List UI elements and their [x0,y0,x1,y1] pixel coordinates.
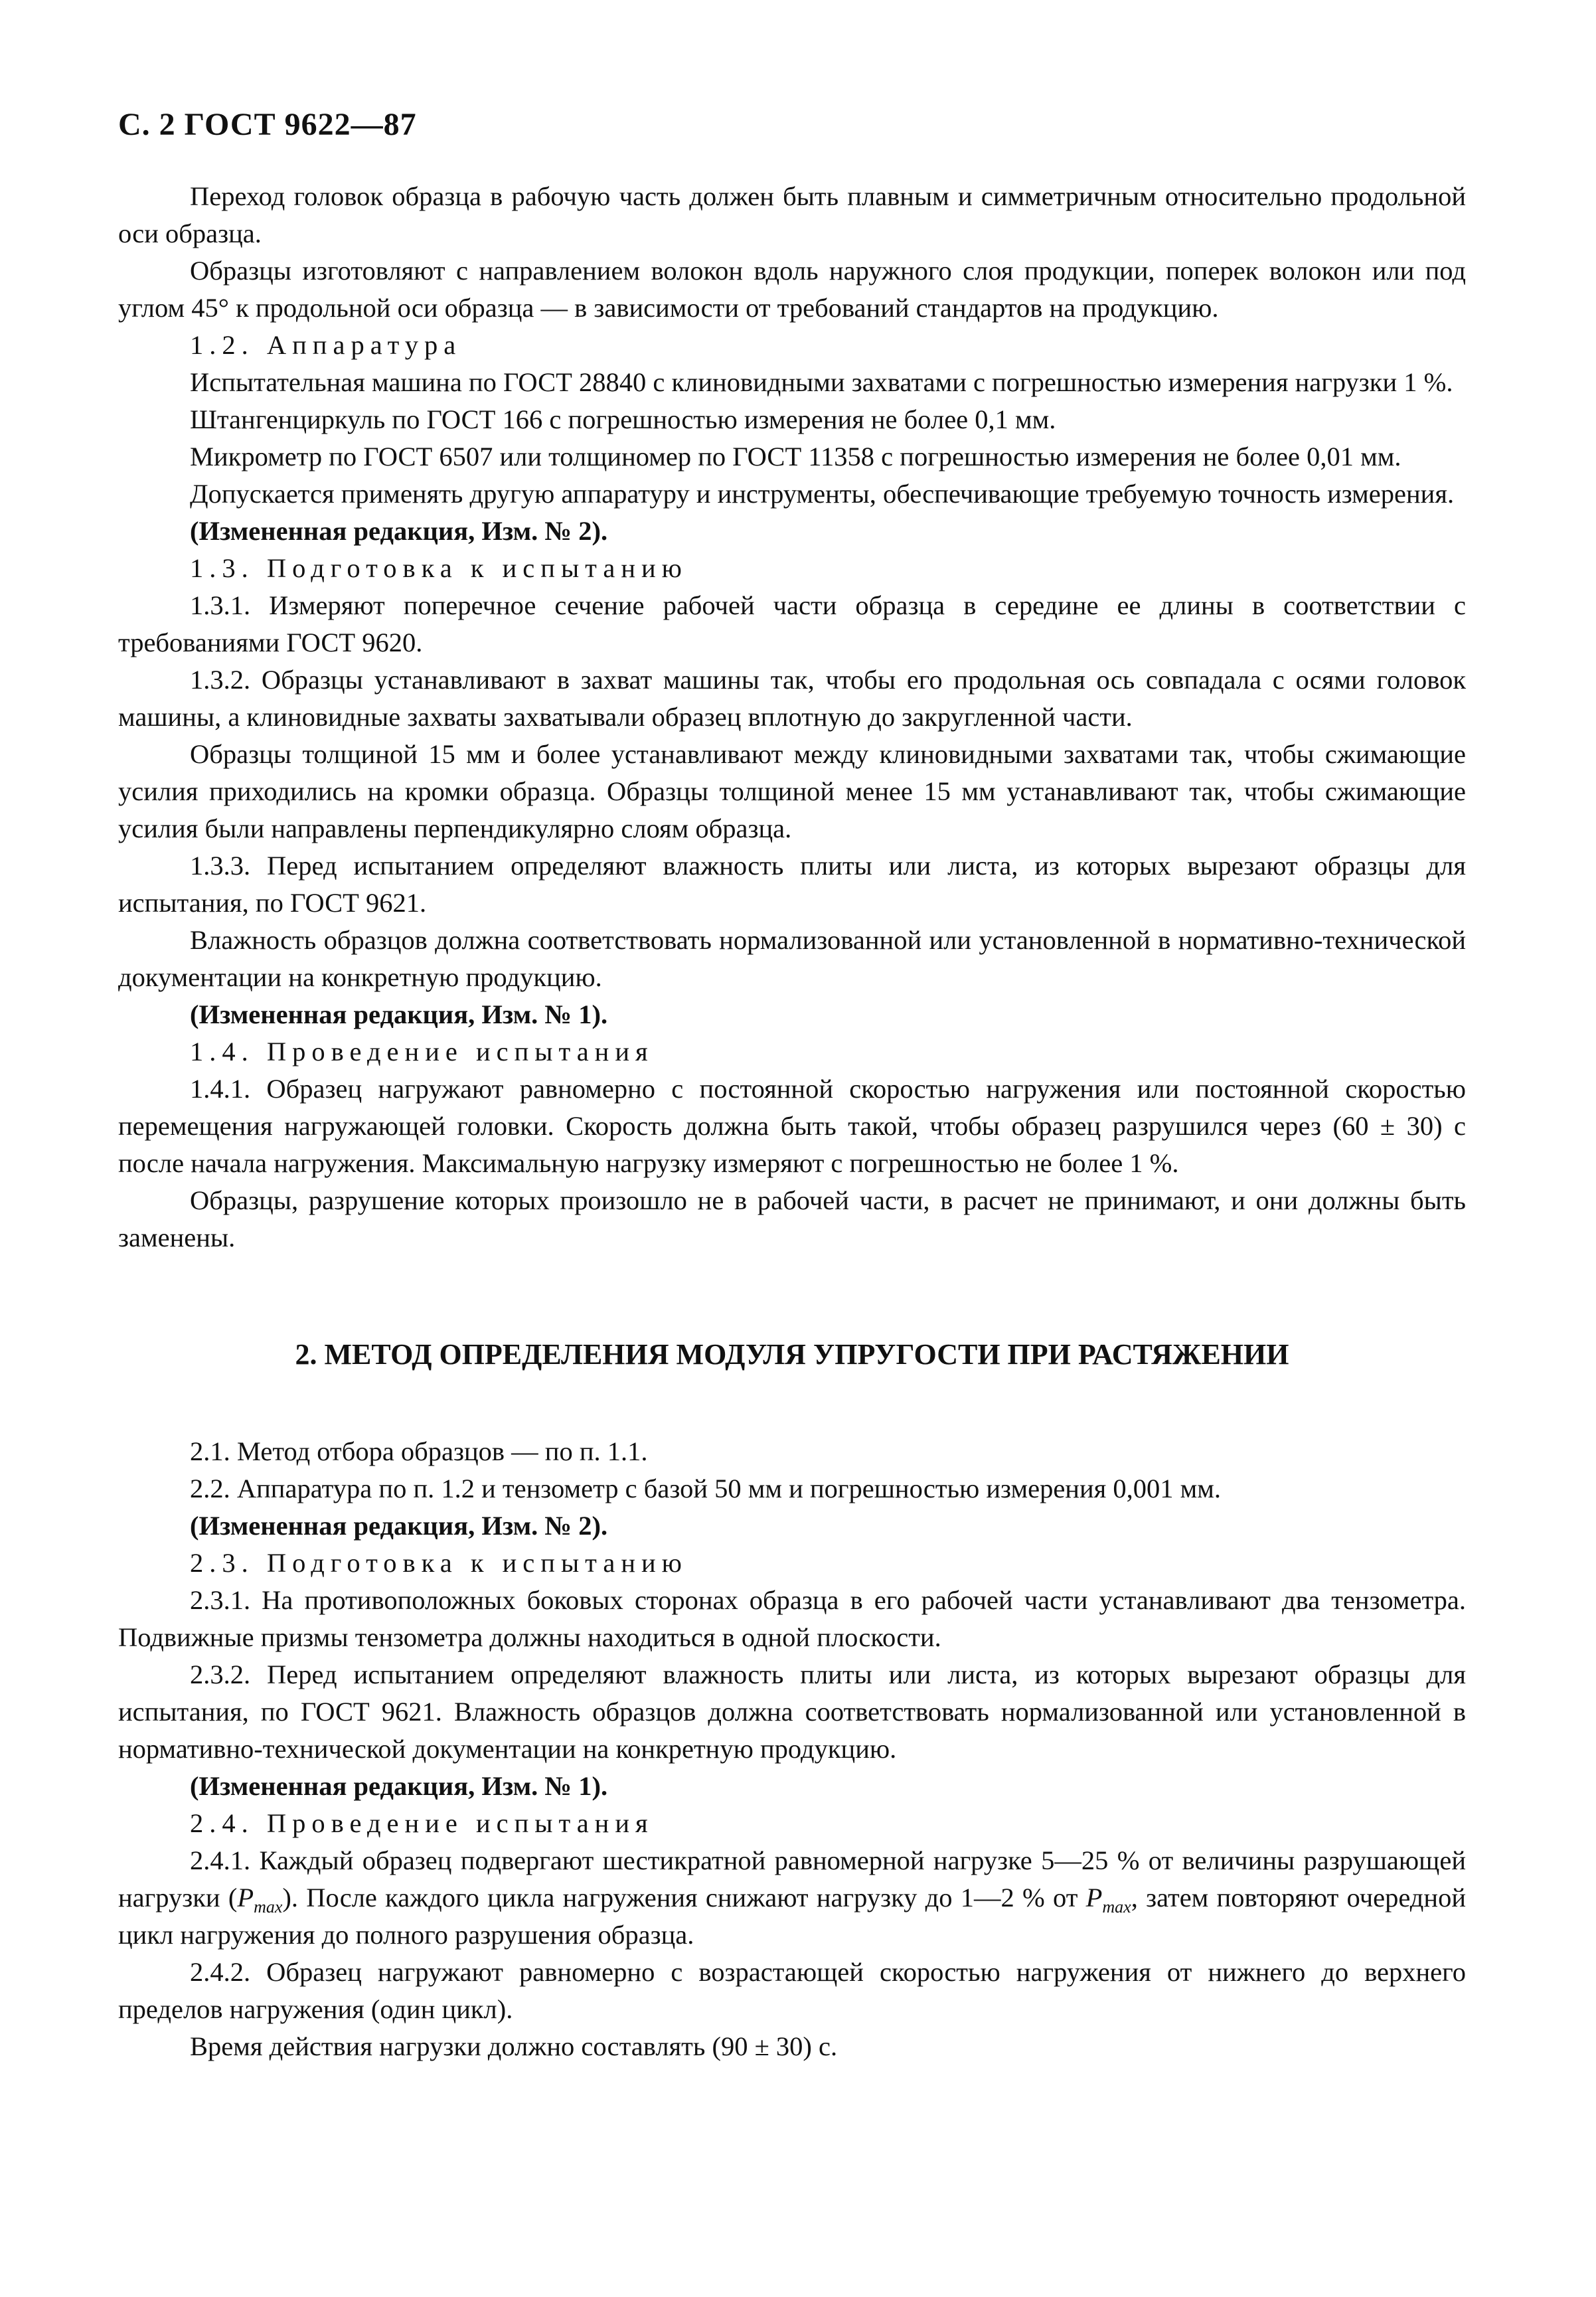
page-header: С. 2 ГОСТ 9622—87 [118,107,417,142]
paragraph: Образцы изготовляют с направлением волокон вдоль наружного слоя продукции, поперек волокон или под углом 45° к продольной оси образца — в зависимости от требований стандартов на продукцию. [118,256,1466,323]
subsection-title: 2.3. Подготовка к испытанию [190,1548,688,1578]
paragraph: 1.4.1. Образец нагружают равномерно с постоянной скоростью нагружения или постоянной скоростью перемещения нагружающей головки. Скорость должна быть такой, чтобы образец разрушился через (60 ± 30) с после начала нагружения. Максимальную нагрузку измеряют с погрешностью не более 1 %. [118,1074,1466,1178]
paragraph: 1.3.3. Перед испытанием определяют влажность плиты или листа, из которых вырезают образцы для испытания, по ГОСТ 9621. [118,851,1466,918]
subsection-title: 1.2. Аппаратура [190,330,462,360]
paragraph: Испытательная машина по ГОСТ 28840 с клиновидными захватами с погрешностью измерения нагрузки 1 %. [190,367,1453,397]
amendment-note: (Измененная редакция, Изм. № 2). [190,1511,608,1541]
paragraph-formula [118,1842,1466,1954]
paragraph: 2.2. Аппаратура по п. 1.2 и тензометр с базой 50 мм и погрешностью измерения 0,001 мм. [190,1474,1222,1503]
paragraph: 1.3.1. Измеряют поперечное сечение рабочей части образца в середине ее длины в соответствии с требованиями ГОСТ 9620. [118,590,1466,657]
paragraph: Переход головок образца в рабочую часть должен быть плавным и симметричным относительно продольной оси образца. [118,181,1466,248]
subscript-max: max [254,1897,283,1917]
paragraph: Микрометр по ГОСТ 6507 или толщиномер по ГОСТ 11358 с погрешностью измерения не более 0,01 мм. [190,442,1401,471]
paragraph: 2.3.2. Перед испытанием определяют влажность плиты или листа, из которых вырезают образцы для испытания, по ГОСТ 9621. Влажность образцов должна соответствовать нормализованной или установленной в нормативно-технической документации на конкретную продукцию. [118,1659,1466,1764]
document-body [118,178,1466,2065]
paragraph: Образцы толщиной 15 мм и более устанавливают между клиновидными захватами так, чтобы сжимающие усилия приходились на кромки образца. Образцы толщиной менее 15 мм устанавливают так, чтобы сжимающие усилия были направлены перпендикулярно слоям образца. [118,739,1466,843]
amendment-note: (Измененная редакция, Изм. № 1). [190,999,608,1029]
symbol-p: P [237,1883,254,1913]
text-run: 2.4.1. Каждый образец подвергают шестикратной равномерной нагрузке 5—25 % от величины разрушающей нагрузки ( [118,1845,1466,1913]
amendment-note: (Измененная редакция, Изм. № 1). [190,1771,608,1801]
paragraph: 2.1. Метод отбора образцов — по п. 1.1. [190,1436,648,1466]
symbol-p: P [1085,1883,1103,1913]
text-run: , затем повторяют очередной цикл нагружения до полного разрушения образца. [118,1883,1466,1950]
paragraph: 2.4.2. Образец нагружают равномерно с возрастающей скоростью нагружения от нижнего до верхнего пределов нагружения (один цикл). [118,1957,1466,2024]
text-run: ). После каждого цикла нагружения снижают нагрузку до 1—2 % от [282,1883,1086,1913]
subsection-title: 2.4. Проведение испытания [190,1808,654,1838]
subsection-title: 1.3. Подготовка к испытанию [190,553,688,583]
section-title: 2. МЕТОД ОПРЕДЕЛЕНИЯ МОДУЛЯ УПРУГОСТИ ПРИ РАСТЯЖЕНИИ [295,1338,1289,1371]
subsection-title: 1.4. Проведение испытания [190,1037,654,1066]
paragraph: 1.3.2. Образцы устанавливают в захват машины так, чтобы его продольная ось совпадала с осями головок машины, а клиновидные захваты захватывали образец вплотную до закругленной части. [118,665,1466,732]
paragraph: Штангенциркуль по ГОСТ 166 с погрешностью измерения не более 0,1 мм. [190,404,1056,434]
paragraph: Время действия нагрузки должно составлять (90 ± 30) с. [190,2031,838,2061]
amendment-note: (Измененная редакция, Изм. № 2). [190,516,608,546]
subscript-max: max [1102,1897,1131,1917]
paragraph: 2.3.1. На противоположных боковых сторонах образца в его рабочей части устанавливают два тензометра. Подвижные призмы тензометра должны находиться в одной плоскости. [118,1585,1466,1652]
paragraph: Допускается применять другую аппаратуру и инструменты, обеспечивающие требуемую точность измерения. [190,479,1455,509]
paragraph: Влажность образцов должна соответствовать нормализованной или установленной в нормативно-технической документации на конкретную продукцию. [118,925,1466,992]
paragraph: Образцы, разрушение которых произошло не в рабочей части, в расчет не принимают, и они должны быть заменены. [118,1185,1466,1252]
